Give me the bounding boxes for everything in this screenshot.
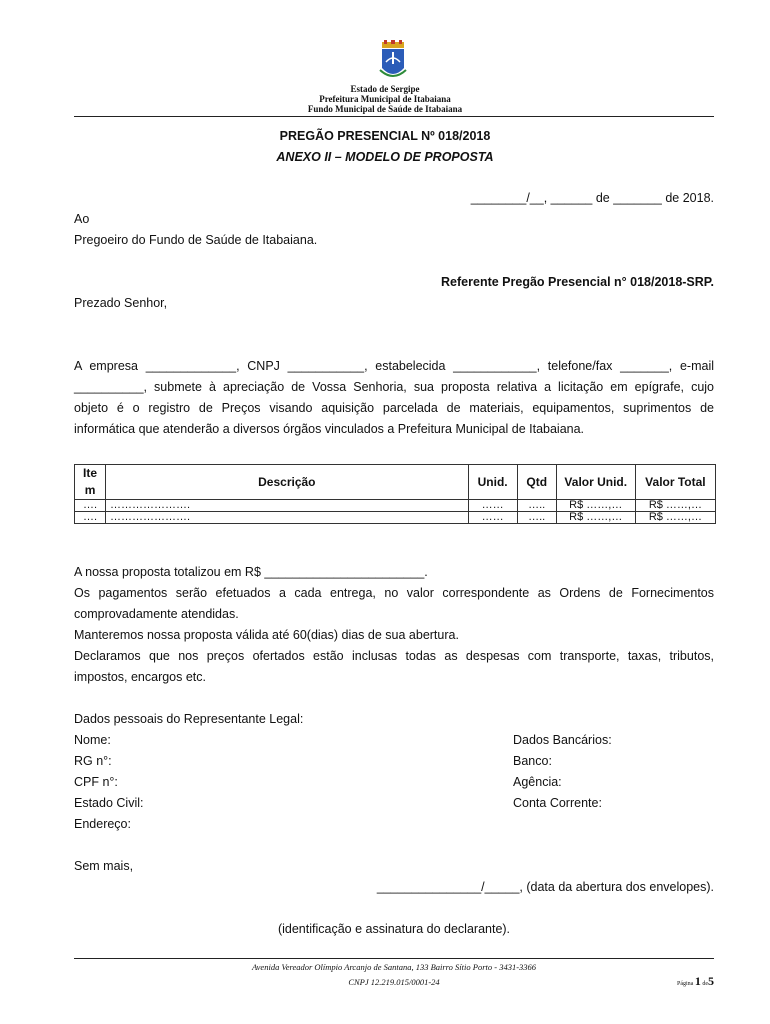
total-line: A nossa proposta totalizou em R$ _______________________. [74, 565, 428, 579]
declaration-line-1: Declaramos que nos preços ofertados estão inclusas todas as despesas com transporte, taxas, tributos, [74, 649, 714, 663]
representative-heading: Dados pessoais do Representante Legal: [74, 712, 304, 726]
row-unit-value: R$ ……,… [556, 500, 635, 512]
representative-cpf: CPF n°: [74, 775, 118, 789]
page-subtitle: ANEXO II – MODELO DE PROPOSTA [276, 150, 494, 164]
bank-account: Conta Corrente: [513, 796, 602, 810]
header-divider [74, 116, 714, 117]
bank-heading: Dados Bancários: [513, 733, 612, 747]
footer-divider [74, 958, 714, 959]
bank-name: Banco: [513, 754, 552, 768]
recipient-to: Ao [74, 212, 90, 226]
representative-rg: RG n°: [74, 754, 112, 768]
page-number: Página 1 de5 [676, 974, 714, 988]
row-qty: ….. [517, 512, 556, 524]
header-unit-value: Valor Unid. [556, 465, 635, 500]
body-line-2: __________, submete à apreciação de Vossa Senhoria, sua proposta relativa a licitação em epígrafe, cujo [74, 380, 714, 394]
validity-line: Manteremos nossa proposta válida até 60(dias) dias de sua abertura. [74, 628, 459, 642]
declaration-line-2: impostos, encargos etc. [74, 670, 207, 684]
row-description: …………………. [106, 512, 469, 524]
header-item: Ite m [75, 465, 106, 500]
date-line: ________/__, ______ de _______ de 2018. [470, 191, 714, 205]
payment-line-1: Os pagamentos serão efetuados a cada entrega, no valor correspondente as Ordens de Fornecimentos [74, 586, 714, 600]
page-title: PREGÃO PRESENCIAL Nº 018/2018 [279, 129, 491, 143]
body-line-3: objeto é o registro de Preços visando aquisição parcelada de materiais, equipamentos, suprimentos de [74, 401, 714, 415]
coat-of-arms-icon [378, 40, 408, 82]
representative-address: Endereço: [74, 817, 131, 831]
representative-civil-status: Estado Civil: [74, 796, 144, 810]
items-table [74, 464, 716, 524]
table-row [75, 512, 716, 524]
row-unit: …… [468, 500, 517, 512]
table-header-row [75, 465, 716, 500]
salutation: Prezado Senhor, [74, 296, 168, 310]
row-description: …………………. [106, 500, 469, 512]
header-qty: Qtd [517, 465, 556, 500]
table-row [75, 500, 716, 512]
footer-cnpj: CNPJ 12.219.015/0001-24 [348, 977, 440, 987]
row-item: …. [75, 500, 106, 512]
payment-line-2: comprovadamente atendidas. [74, 607, 239, 621]
opening-date-line: _______________/_____, (data da abertura dos envelopes). [376, 880, 714, 894]
bank-agency: Agência: [513, 775, 562, 789]
body-line-4: informática que atenderão a diversos órgãos vinculados a Prefeitura Municipal de Itabaiana. [74, 422, 585, 436]
header-total-value: Valor Total [635, 465, 715, 500]
header-description: Descrição [106, 465, 469, 500]
row-total: R$ ……,… [635, 500, 715, 512]
recipient-name: Pregoeiro do Fundo de Saúde de Itabaiana. [74, 233, 318, 247]
row-qty: ….. [517, 500, 556, 512]
row-unit: …… [468, 512, 517, 524]
reference-line: Referente Pregão Presencial n° 018/2018-SRP. [441, 275, 714, 289]
representative-name: Nome: [74, 733, 111, 747]
signature-line: (identificação e assinatura do declarante). [277, 922, 511, 936]
header-prefecture: Prefeitura Municipal de Itabaiana [319, 94, 451, 104]
row-unit-value: R$ ……,… [556, 512, 635, 524]
row-item: …. [75, 512, 106, 524]
footer-address: Avenida Vereador Olímpio Arcanjo de Santana, 133 Bairro Sítio Porto - 3431-3366 [251, 962, 537, 972]
header-health-fund: Fundo Municipal de Saúde de Itabaiana [307, 104, 463, 114]
header-state: Estado de Sergipe [350, 84, 420, 94]
body-line-1: A empresa _____________, CNPJ ___________, estabelecida ____________, telefone/fax _______, e-mail [74, 359, 714, 373]
closing-sem-mais: Sem mais, [74, 859, 134, 873]
row-total: R$ ……,… [635, 512, 715, 524]
header-unit: Unid. [468, 465, 517, 500]
